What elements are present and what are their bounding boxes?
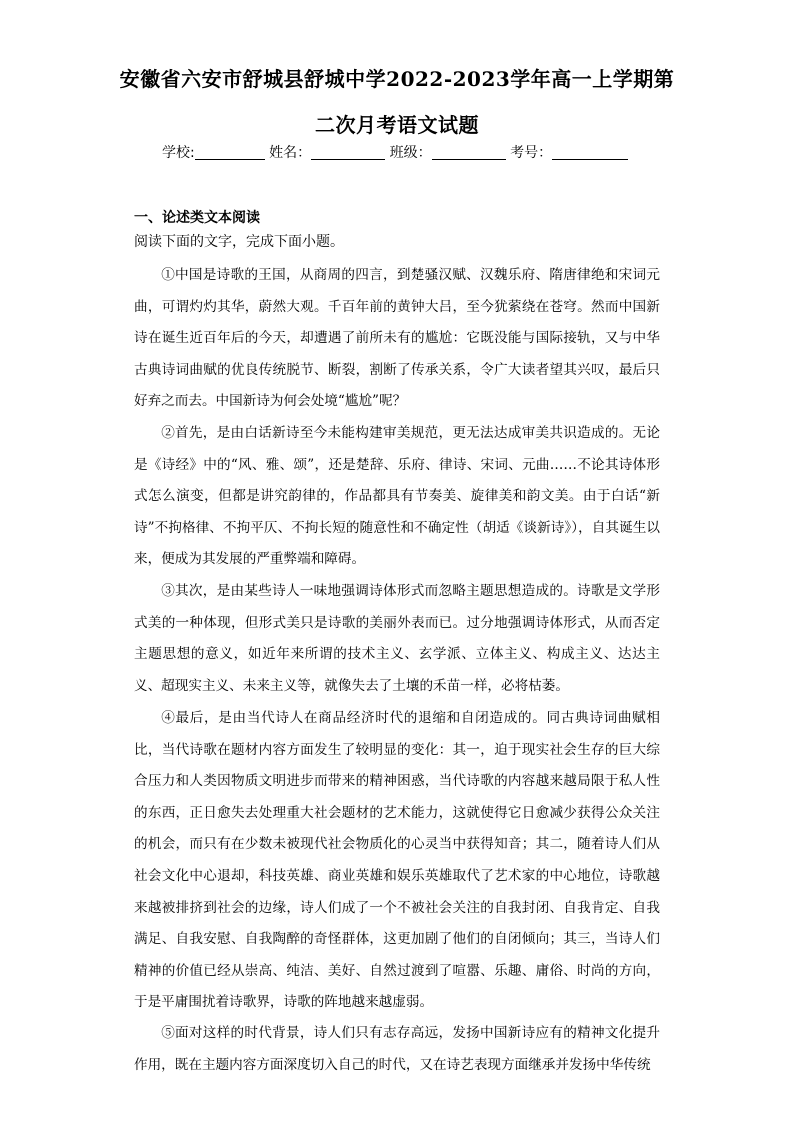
number-label: 考号： (510, 145, 553, 161)
name-label: 姓名： (269, 145, 312, 161)
student-info-line (162, 143, 642, 163)
instruction-text: 阅读下面的文字，完成下面小题。 (134, 234, 344, 250)
paragraph-4: ④最后，是由当代诗人在商品经济时代的退缩和自闭造成的。同古典诗词曲赋相比，当代诗歌在题材内容方面发生了较明显的变化：其一，迫于现实社会生存的巨大综合压力和人类因物质文明进步而带来的精神困惑，当代诗歌的内容越来越局限于私人性的东西，正日愈失去处理重大社会题材的艺术能力，这就使得它日愈减少获得公众关注的机会，而只有在少数未被现代社会物质化的心灵当中获得知音；其二，随着诗人们从社会文化中心退却，科技英雄、商业英雄和娱乐英雄取代了艺术家的中心地位，诗歌越来越被排挤到社会的边缘，诗人们成了一个不被社会关注的自我封闭、自我肯定、自我满足、自我安慰、自我陶醉的奇怪群体，这更加剧了他们的自闭倾向；其三，当诗人们精神的价值已经从崇高、纯洁、美好、自然过渡到了喧嚣、乐趣、庸俗、时尚的方向，于是平庸围扰着诗歌界，诗歌的阵地越来越虚弱。 (134, 710, 660, 1011)
document-title-line2: 二次月考语文试题 (315, 113, 479, 137)
paragraph-1: ①中国是诗歌的王国，从商周的四言，到楚骚汉赋、汉魏乐府、隋唐律绝和宋词元曲，可谓灼灼其华，蔚然大观。千百年前的黄钟大吕，至今犹萦绕在苍穹。然而中国新诗在诞生近百年后的今天，却遭遇了前所未有的尴尬：它既没能与国际接轨，又与中华古典诗词曲赋的优良传统脱节、断裂，割断了传承关系，令广大读者望其兴叹，最后只好弃之而去。中国新诗为何会处境“尴尬”呢？ (134, 267, 660, 410)
number-blank[interactable] (552, 145, 628, 160)
paragraph-3: ③其次，是由某些诗人一味地强调诗体形式而忽略主题思想造成的。诗歌是文学形式美的一种体现，但形式美只是诗歌的美丽外表而已。过分地强调诗体形式，从而否定主题思想的意义，如近年来所谓的技术主义、玄学派、立体主义、构成主义、达达主义、超现实主义、未来主义等，就像失去了土壤的禾苗一样，必将枯萎。 (134, 583, 660, 694)
school-label: 学校: (162, 145, 195, 161)
paragraph-5: ⑤面对这样的时代背景，诗人们只有志存高远，发扬中国新诗应有的精神文化提升作用，既在主题内容方面深度切入自己的时代，又在诗艺表现方面继承并发扬中华传统 (134, 1025, 660, 1073)
class-blank[interactable] (432, 145, 506, 160)
paragraph-2: ②首先，是由白话新诗至今未能构建审美规范，更无法达成审美共识造成的。无论是《诗经》中的“风、雅、颂”，还是楚辞、乐府、律诗、宋词、元曲……不论其诗体形式怎么演变，但都是讲究韵律的，作品都具有节奏美、旋律美和韵文美。由于白话“新诗”不拘格律、不拘平仄、不拘长短的随意性和不确定性（胡适《谈新诗》），自其诞生以来，便成为其发展的严重弊端和障碍。 (134, 425, 660, 568)
section-heading: 一、论述类文本阅读 (134, 210, 260, 226)
school-blank[interactable] (195, 145, 265, 160)
document-title-line1: 安徽省六安市舒城县舒城中学2022-2023学年高一上学期第 (119, 67, 675, 91)
name-blank[interactable] (311, 145, 385, 160)
class-label: 班级： (389, 145, 432, 161)
